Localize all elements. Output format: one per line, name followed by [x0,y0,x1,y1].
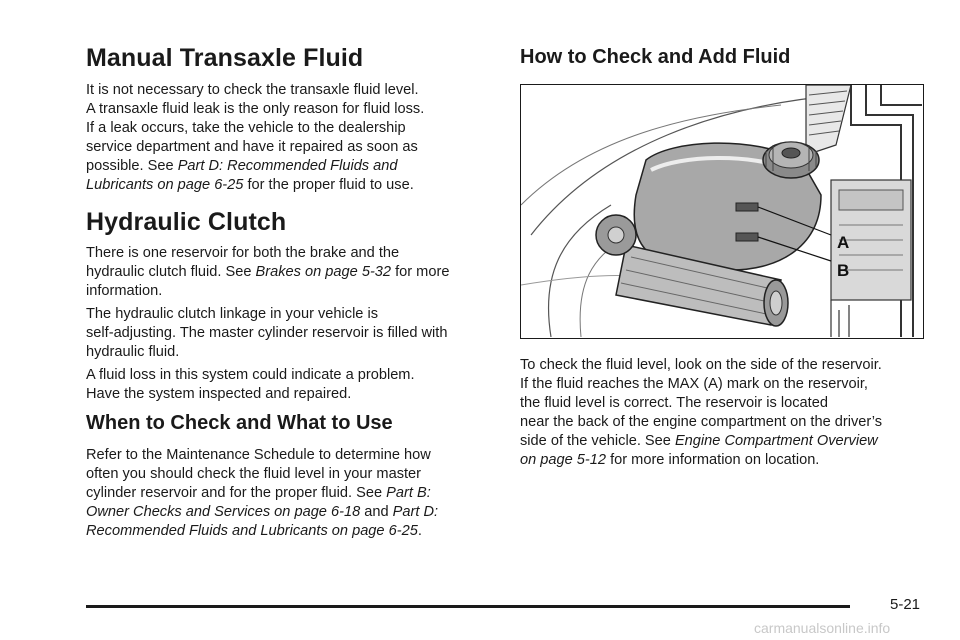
heading-manual-transaxle-fluid: Manual Transaxle Fluid [86,44,364,72]
text-line [86,484,438,503]
text-run: possible. See [86,158,178,174]
text-line [520,413,882,432]
text-run: A transaxle fluid leak is the only reason for fluid loss. [86,101,425,117]
text-line [86,81,424,100]
text-line [86,446,438,465]
cross-reference: Lubricants on page 6-25 [86,177,244,193]
text-line [86,157,424,176]
text-line [86,305,447,324]
paragraph-hydraulic-clutch-2 [86,305,447,362]
label-b: B [837,261,850,280]
text-line [86,343,447,362]
text-line [86,100,424,119]
text-run: A fluid loss in this system could indicate a problem. [86,367,415,383]
paragraph-how-to-check [520,356,882,470]
cross-reference: Part D: Recommended Fluids and [177,158,398,174]
page-number: 5-21 [890,596,921,613]
paragraph-hydraulic-clutch-3 [86,366,415,404]
text-run: information. [86,283,163,299]
text-run: Have the system inspected and repaired. [86,386,352,402]
text-run: for more information on location. [606,452,820,468]
cross-reference: Recommended Fluids and Lubricants on page 6-25 [86,523,418,539]
text-run: . [417,523,422,539]
text-run: for the proper fluid to use. [243,177,414,193]
text-line [86,244,449,263]
text-run: The hydraulic clutch linkage in your vehicle is [86,306,379,322]
text-line [520,451,882,470]
label-a: A [837,233,850,252]
paragraph-hydraulic-clutch-1 [86,244,449,301]
footer-rule [86,605,850,608]
text-line [86,522,438,541]
text-line [86,366,415,385]
heading-hydraulic-clutch: Hydraulic Clutch [86,208,287,236]
cross-reference: Part B: [386,485,431,501]
text-line [86,465,438,484]
text-run: cylinder reservoir and for the proper fluid. See [86,485,387,501]
text-line [86,119,424,138]
text-line [520,432,882,451]
text-line [86,282,449,301]
text-run: If the fluid reaches the MAX (A) mark on the reservoir, [520,376,868,392]
text-run: for more [391,264,450,280]
text-line [86,385,415,404]
text-run: If a leak occurs, take the vehicle to the dealership [86,120,406,136]
reservoir-illustration [520,84,924,339]
cross-reference: Brakes on page 5-32 [255,264,392,280]
text-run: self-adjusting. The master cylinder reservoir is filled with [86,325,448,341]
text-line [520,375,882,394]
watermark: carmanualsonline.info [754,620,891,636]
text-run: the fluid level is correct. The reservoir is located [520,395,828,411]
heading-when-to-check: When to Check and What to Use [86,412,393,434]
text-run: service department and have it repaired as soon as [86,139,418,155]
text-run: often you should check the fluid level in your master [86,466,422,482]
text-run: There is one reservoir for both the brake and the [86,245,400,261]
text-run: near the back of the engine compartment on the driver’s [520,414,883,430]
text-line [520,394,882,413]
cross-reference: Owner Checks and Services on page 6-18 [86,504,361,520]
text-run: To check the fluid level, look on the side of the reservoir. [520,357,882,373]
text-run: side of the vehicle. See [520,433,675,449]
text-line [86,503,438,522]
paragraph-when-to-check [86,446,438,541]
text-run: hydraulic fluid. [86,344,180,360]
text-run: hydraulic clutch fluid. See [86,264,256,280]
text-line [86,324,447,343]
paragraph-manual-transaxle [86,81,424,195]
cross-reference: Part D: [392,504,439,520]
cross-reference: on page 5-12 [520,452,607,468]
text-run: Refer to the Maintenance Schedule to determine how [86,447,431,463]
text-run: and [360,504,393,520]
text-line [520,356,882,375]
cross-reference: Engine Compartment Overview [674,433,878,449]
text-line [86,263,449,282]
text-line [86,138,424,157]
text-run: It is not necessary to check the transaxle fluid level. [86,82,419,98]
text-line [86,176,424,195]
heading-how-to-check: How to Check and Add Fluid [520,46,791,68]
